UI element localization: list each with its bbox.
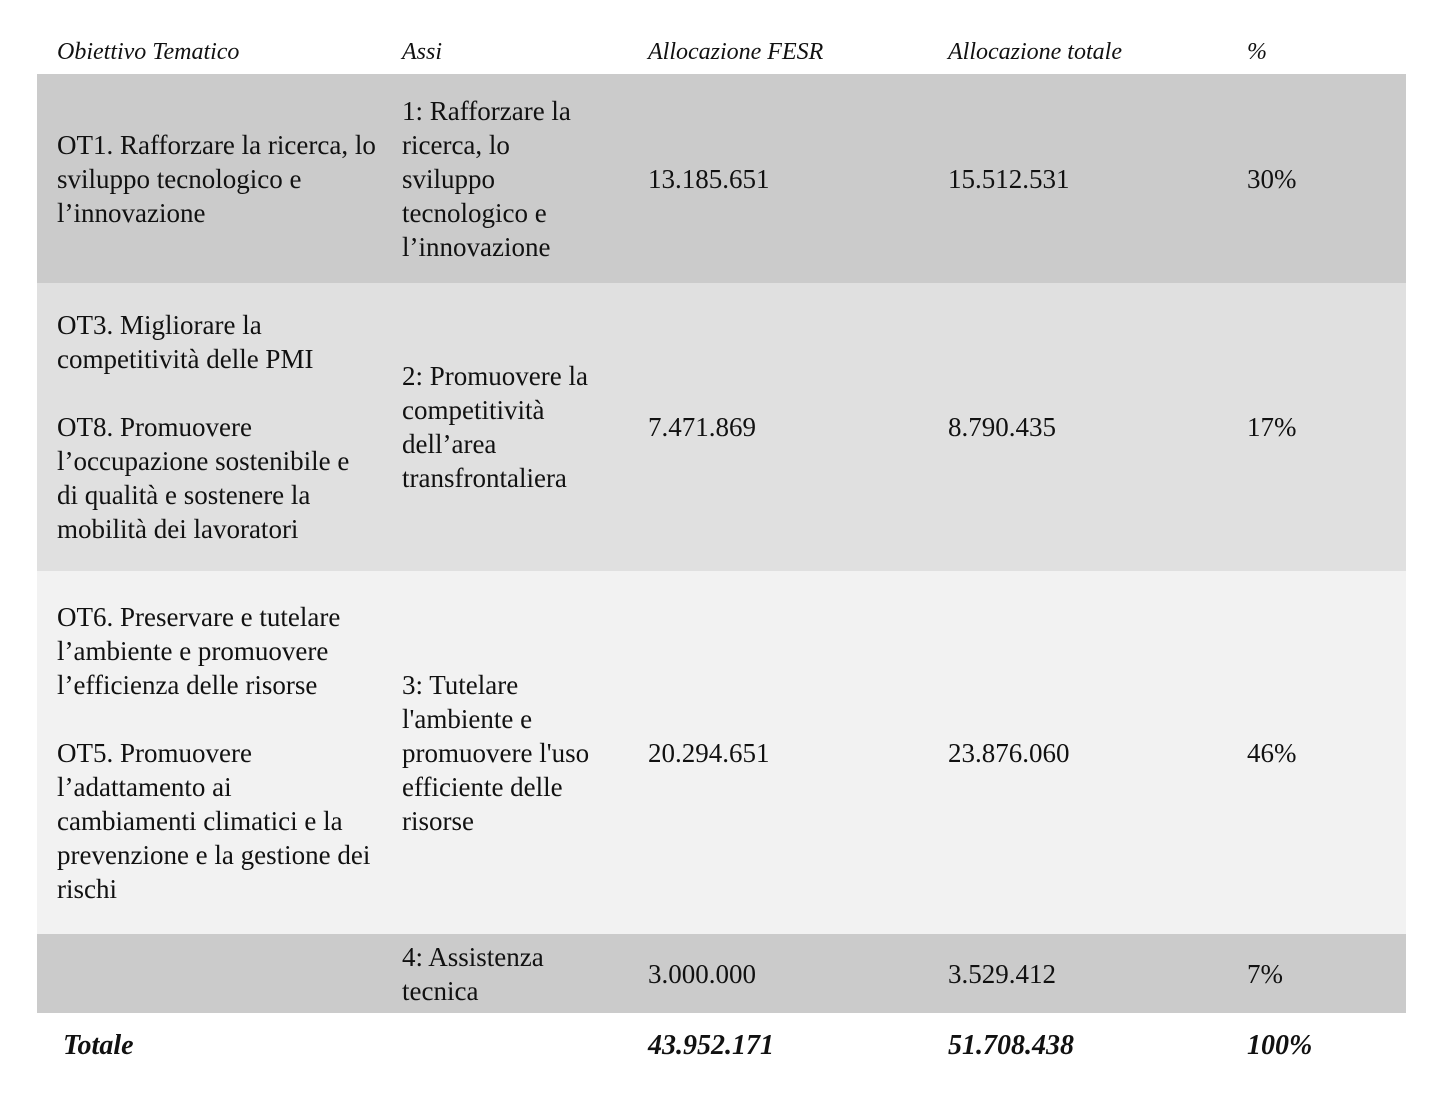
- fesr-cell: 13.185.651: [648, 163, 770, 194]
- totals-label: Totale: [63, 1030, 134, 1061]
- table-row: [37, 571, 1406, 934]
- table-row: [37, 283, 1406, 571]
- objective-cell: [57, 571, 377, 934]
- axis-cell: 1: Rafforzare la ricerca, lo sviluppo tecnologico e l’innovazione: [402, 95, 571, 262]
- fesr-cell: 7.471.869: [648, 412, 756, 442]
- header-fesr: Allocazione FESR: [648, 39, 824, 65]
- percent-cell: 30%: [1247, 163, 1297, 194]
- axis-cell: 3: Tutelare l'ambiente e promuovere l'uso efficiente delle risorse: [402, 669, 590, 836]
- axis-cell: 4: Assistenza tecnica: [402, 941, 544, 1006]
- total-cell: 3.529.412: [948, 958, 1056, 989]
- header-objective: Obiettivo Tematico: [57, 39, 240, 65]
- header-percent: %: [1247, 39, 1267, 65]
- table-row: [37, 934, 1406, 1013]
- total-cell: 23.876.060: [948, 737, 1070, 768]
- percent-cell: 46%: [1247, 737, 1297, 768]
- objective-cell: [57, 283, 377, 571]
- objective-text: OT8. Promuovere l’occupazione sostenibile e di qualità e sostenere la mobilità dei lavoratori: [57, 412, 350, 544]
- table-header-row: [37, 30, 1406, 74]
- objective-text: OT1. Rafforzare la ricerca, lo sviluppo tecnologico e l’innovazione: [57, 129, 376, 228]
- totals-total: 51.708.438: [948, 1030, 1074, 1061]
- totals-percent: 100%: [1247, 1030, 1313, 1061]
- percent-cell: 7%: [1247, 958, 1283, 989]
- objective-text: OT6. Preservare e tutelare l’ambiente e promuovere l’efficienza delle risorse: [57, 601, 341, 700]
- objective-cell: [57, 934, 377, 1013]
- totals-row: [37, 1013, 1406, 1079]
- totals-fesr: 43.952.171: [648, 1030, 774, 1061]
- total-cell: 15.512.531: [948, 163, 1070, 194]
- objective-cell: [57, 74, 377, 283]
- table-row: [37, 74, 1406, 283]
- header-total: Allocazione totale: [948, 39, 1122, 65]
- header-axis: Assi: [402, 39, 443, 65]
- percent-cell: 17%: [1247, 412, 1297, 442]
- total-cell: 8.790.435: [948, 412, 1056, 442]
- objective-text: OT3. Migliorare la competitività delle PMI: [57, 310, 314, 374]
- objective-text: OT5. Promuovere l’adattamento ai cambiamenti climatici e la prevenzione e la gestione dei rischi: [57, 737, 371, 904]
- axis-cell: 2: Promuovere la competitività dell’area transfrontaliera: [402, 361, 588, 493]
- fesr-cell: 3.000.000: [648, 958, 756, 989]
- fesr-cell: 20.294.651: [648, 737, 770, 768]
